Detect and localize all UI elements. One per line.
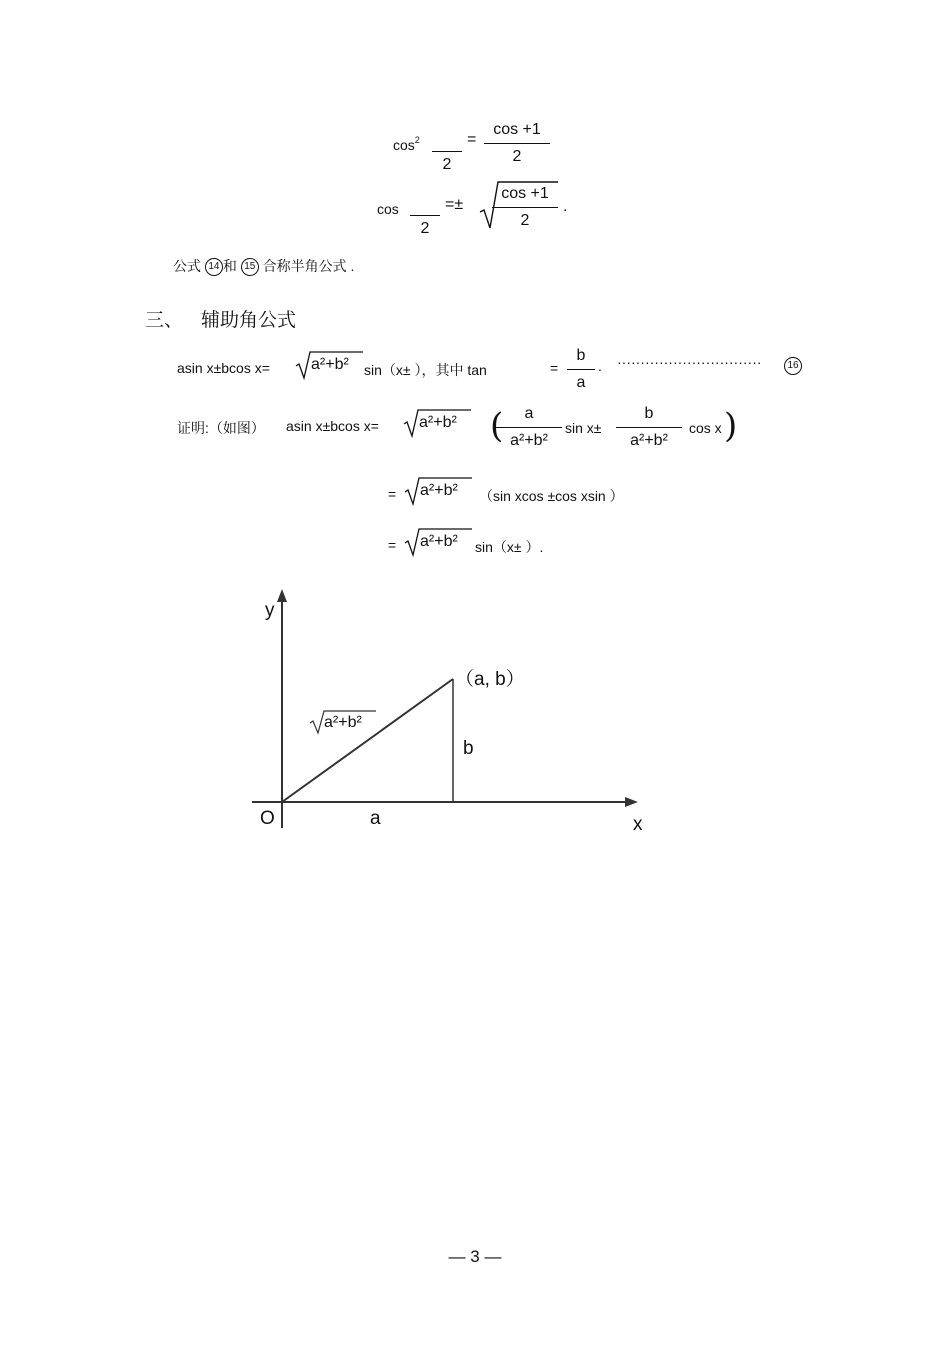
eq-number-15: 15 <box>241 258 259 276</box>
proof-label: 证明:（如图） <box>177 420 265 436</box>
formula-equals: = <box>550 360 559 376</box>
eq-number-14: 14 <box>205 258 223 276</box>
eq1-equals: = <box>467 131 477 148</box>
proof-line2-radicand: a²+b² <box>420 482 458 499</box>
hypotenuse-label: a²+b² <box>324 714 362 731</box>
point-label: （a, b） <box>455 669 525 690</box>
eq-number-16: 16 <box>784 357 802 375</box>
proof-line3-equals: = <box>388 537 397 553</box>
section-number: 三、 <box>145 310 184 331</box>
eq2-right-fraction: cos +1 2 <box>492 184 558 231</box>
section-title: 辅助角公式 <box>201 310 297 331</box>
formula-dot: . <box>598 358 602 374</box>
hypotenuse-line <box>282 679 453 802</box>
formula-leader-dots: ······························· <box>617 354 762 370</box>
proof-mid: sin x± <box>565 420 602 436</box>
y-axis-arrow-icon <box>277 589 287 602</box>
x-axis-label: x <box>633 814 643 835</box>
eq1-left-fraction: 2 <box>432 128 462 175</box>
proof-line3-tail: sin（x± ）. <box>475 539 544 555</box>
y-axis-label: y <box>265 600 275 621</box>
proof-radicand: a²+b² <box>419 414 457 431</box>
proof-left-paren: ( <box>490 406 504 446</box>
proof-fraction-b: b a²+b² <box>616 404 682 451</box>
eq2-equals-pm: =± <box>445 196 464 213</box>
proof-fraction-a: a a²+b² <box>496 404 562 451</box>
formula-tan-fraction: b a <box>567 346 595 393</box>
proof-line3-radicand: a²+b² <box>420 533 458 550</box>
eq1-lhs: $\cos^2$ <box>393 135 420 153</box>
eq2-end: . <box>563 198 568 215</box>
eq1-right-fraction: cos +1 2 <box>484 120 550 167</box>
half-angle-note: 公式 14 和 15 合称半角公式 . <box>173 256 354 276</box>
side-b-label: b <box>463 738 474 759</box>
formula-sin: sin（x± ），其中 tan <box>364 362 487 378</box>
formula-lhs: asin x±bcos x= <box>177 360 270 376</box>
page-number: — 3 — <box>448 1247 502 1266</box>
origin-label: O <box>260 808 275 829</box>
formula-radicand: a²+b² <box>311 356 349 373</box>
eq2-lhs: cos <box>377 201 399 217</box>
side-a-label: a <box>370 808 381 829</box>
proof-line2-tail: （sin xcos ±cos xsin ） <box>479 488 624 504</box>
proof-tail: cos x <box>689 420 722 436</box>
proof-right-paren: ) <box>724 406 738 446</box>
proof-line2-equals: = <box>388 486 397 502</box>
x-axis-arrow-icon <box>625 797 638 807</box>
eq2-left-fraction: 2 <box>410 192 440 239</box>
proof-lhs: asin x±bcos x= <box>286 418 379 434</box>
